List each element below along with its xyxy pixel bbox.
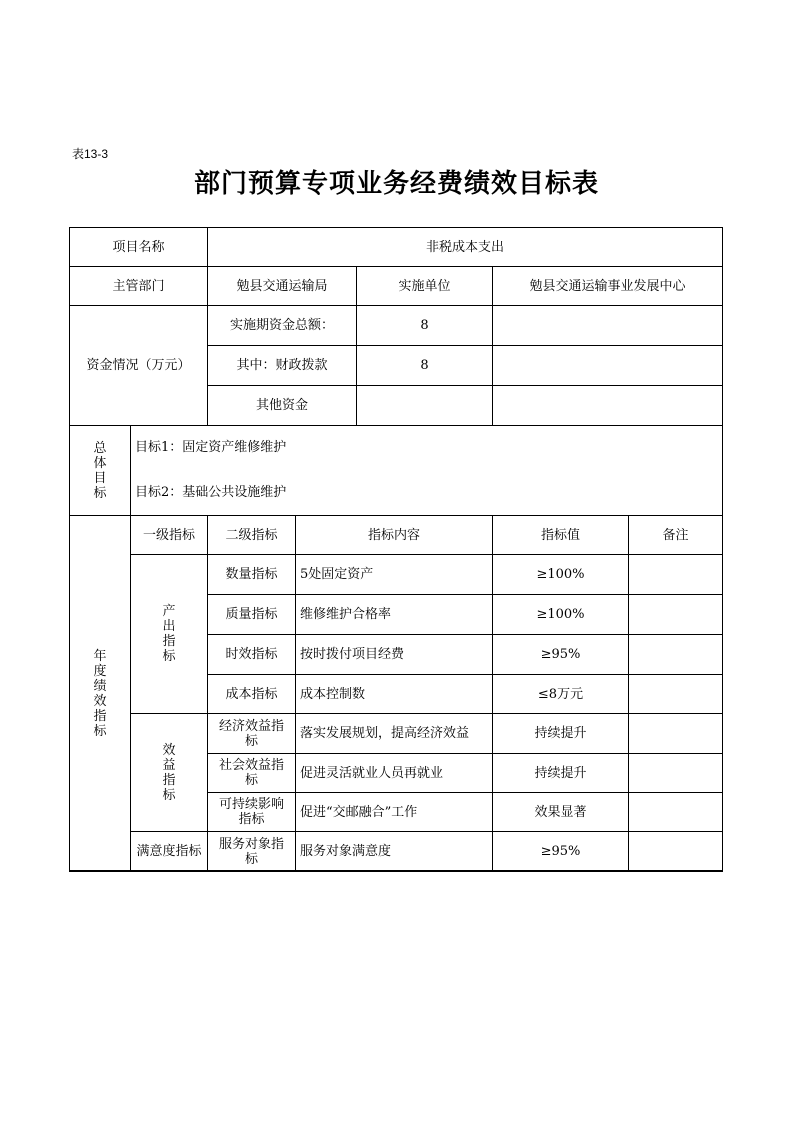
funds-total-label: 实施期资金总额：	[207, 305, 357, 346]
row-value: ≥95%	[492, 634, 629, 675]
annual-label-char: 指	[93, 708, 107, 724]
row-value: ≥100%	[492, 594, 629, 635]
funds-fiscal-extra	[492, 345, 723, 386]
row-content: 落实发展规划，提高经济效益	[295, 713, 493, 754]
row-value: ≥100%	[492, 554, 629, 595]
project-name-label: 项目名称	[69, 227, 208, 267]
page-title: 部门预算专项业务经费绩效目标表	[193, 169, 599, 199]
goal-2: 目标2：基础公共设施维护	[135, 485, 287, 500]
row-remark	[628, 792, 723, 832]
header-remark: 备注	[628, 515, 723, 555]
row-level2: 服务对象指标	[207, 831, 296, 872]
row-level2: 质量指标	[207, 594, 296, 635]
benefit-label-char: 标	[162, 787, 176, 803]
benefit-label-char: 益	[162, 757, 176, 773]
row-level2: 经济效益指标	[207, 713, 296, 754]
header-content: 指标内容	[295, 515, 493, 555]
row-remark	[628, 594, 723, 635]
output-label-char: 产	[162, 604, 176, 619]
overall-label-char: 标	[93, 485, 107, 501]
annual-label-char: 年	[93, 648, 107, 664]
row-level2: 可持续影响指标	[207, 792, 296, 832]
output-label-char: 出	[162, 619, 176, 634]
row-value: 效果显著	[492, 792, 629, 832]
overall-label-char: 总	[93, 440, 107, 456]
benefit-indicator-label	[130, 713, 208, 832]
funds-fiscal-value: 8	[356, 345, 493, 386]
row-remark	[628, 831, 723, 872]
annual-indicator-label	[69, 515, 131, 872]
funds-total-value: 8	[356, 305, 493, 346]
dept-value: 勉县交通运输局	[207, 266, 357, 306]
header-level2: 二级指标	[207, 515, 296, 555]
row-remark	[628, 674, 723, 714]
row-remark	[628, 634, 723, 675]
funds-fiscal-label: 其中：财政拨款	[207, 345, 357, 386]
annual-label-char: 效	[93, 693, 107, 709]
row-content: 服务对象满意度	[295, 831, 493, 872]
row-level2: 成本指标	[207, 674, 296, 714]
funds-other-extra	[492, 385, 723, 426]
row-level2: 数量指标	[207, 554, 296, 595]
overall-label-char: 目	[93, 470, 107, 486]
row-value: ≤8万元	[492, 674, 629, 714]
overall-label-char: 体	[93, 455, 107, 471]
row-content: 成本控制数	[295, 674, 493, 714]
row-remark	[628, 713, 723, 754]
impl-unit-value: 勉县交通运输事业发展中心	[492, 266, 723, 306]
row-value: ≥95%	[492, 831, 629, 872]
row-content: 促进“交邮融合”工作	[295, 792, 493, 832]
funds-total-extra	[492, 305, 723, 346]
dept-label: 主管部门	[69, 266, 208, 306]
funds-label: 资金情况（万元）	[69, 305, 208, 426]
row-level2: 时效指标	[207, 634, 296, 675]
output-label-char: 指	[162, 634, 176, 649]
row-remark	[628, 753, 723, 793]
funds-other-label: 其他资金	[207, 385, 357, 426]
header-level1: 一级指标	[130, 515, 208, 555]
row-level2: 社会效益指标	[207, 753, 296, 793]
satisfaction-indicator-label: 满意度指标	[130, 831, 208, 872]
annual-label-char: 标	[93, 723, 107, 739]
row-content: 促进灵活就业人员再就业	[295, 753, 493, 793]
table-code: 表13-3	[72, 147, 109, 161]
output-indicator-label	[130, 554, 208, 714]
goal-1: 目标1：固定资产维修维护	[135, 440, 287, 455]
row-content: 5处固定资产	[295, 554, 493, 595]
row-value: 持续提升	[492, 753, 629, 793]
annual-label-char: 度	[93, 663, 107, 679]
row-value: 持续提升	[492, 713, 629, 754]
funds-other-value	[356, 385, 493, 426]
header-value: 指标值	[492, 515, 629, 555]
output-label-char: 标	[162, 649, 176, 664]
benefit-label-char: 指	[162, 772, 176, 788]
benefit-label-char: 效	[162, 742, 176, 758]
overall-goal-label	[69, 425, 131, 516]
row-content: 按时拨付项目经费	[295, 634, 493, 675]
row-content: 维修维护合格率	[295, 594, 493, 635]
project-name-value: 非税成本支出	[207, 227, 723, 267]
annual-label-char: 绩	[93, 678, 107, 694]
impl-unit-label: 实施单位	[356, 266, 493, 306]
row-remark	[628, 554, 723, 595]
